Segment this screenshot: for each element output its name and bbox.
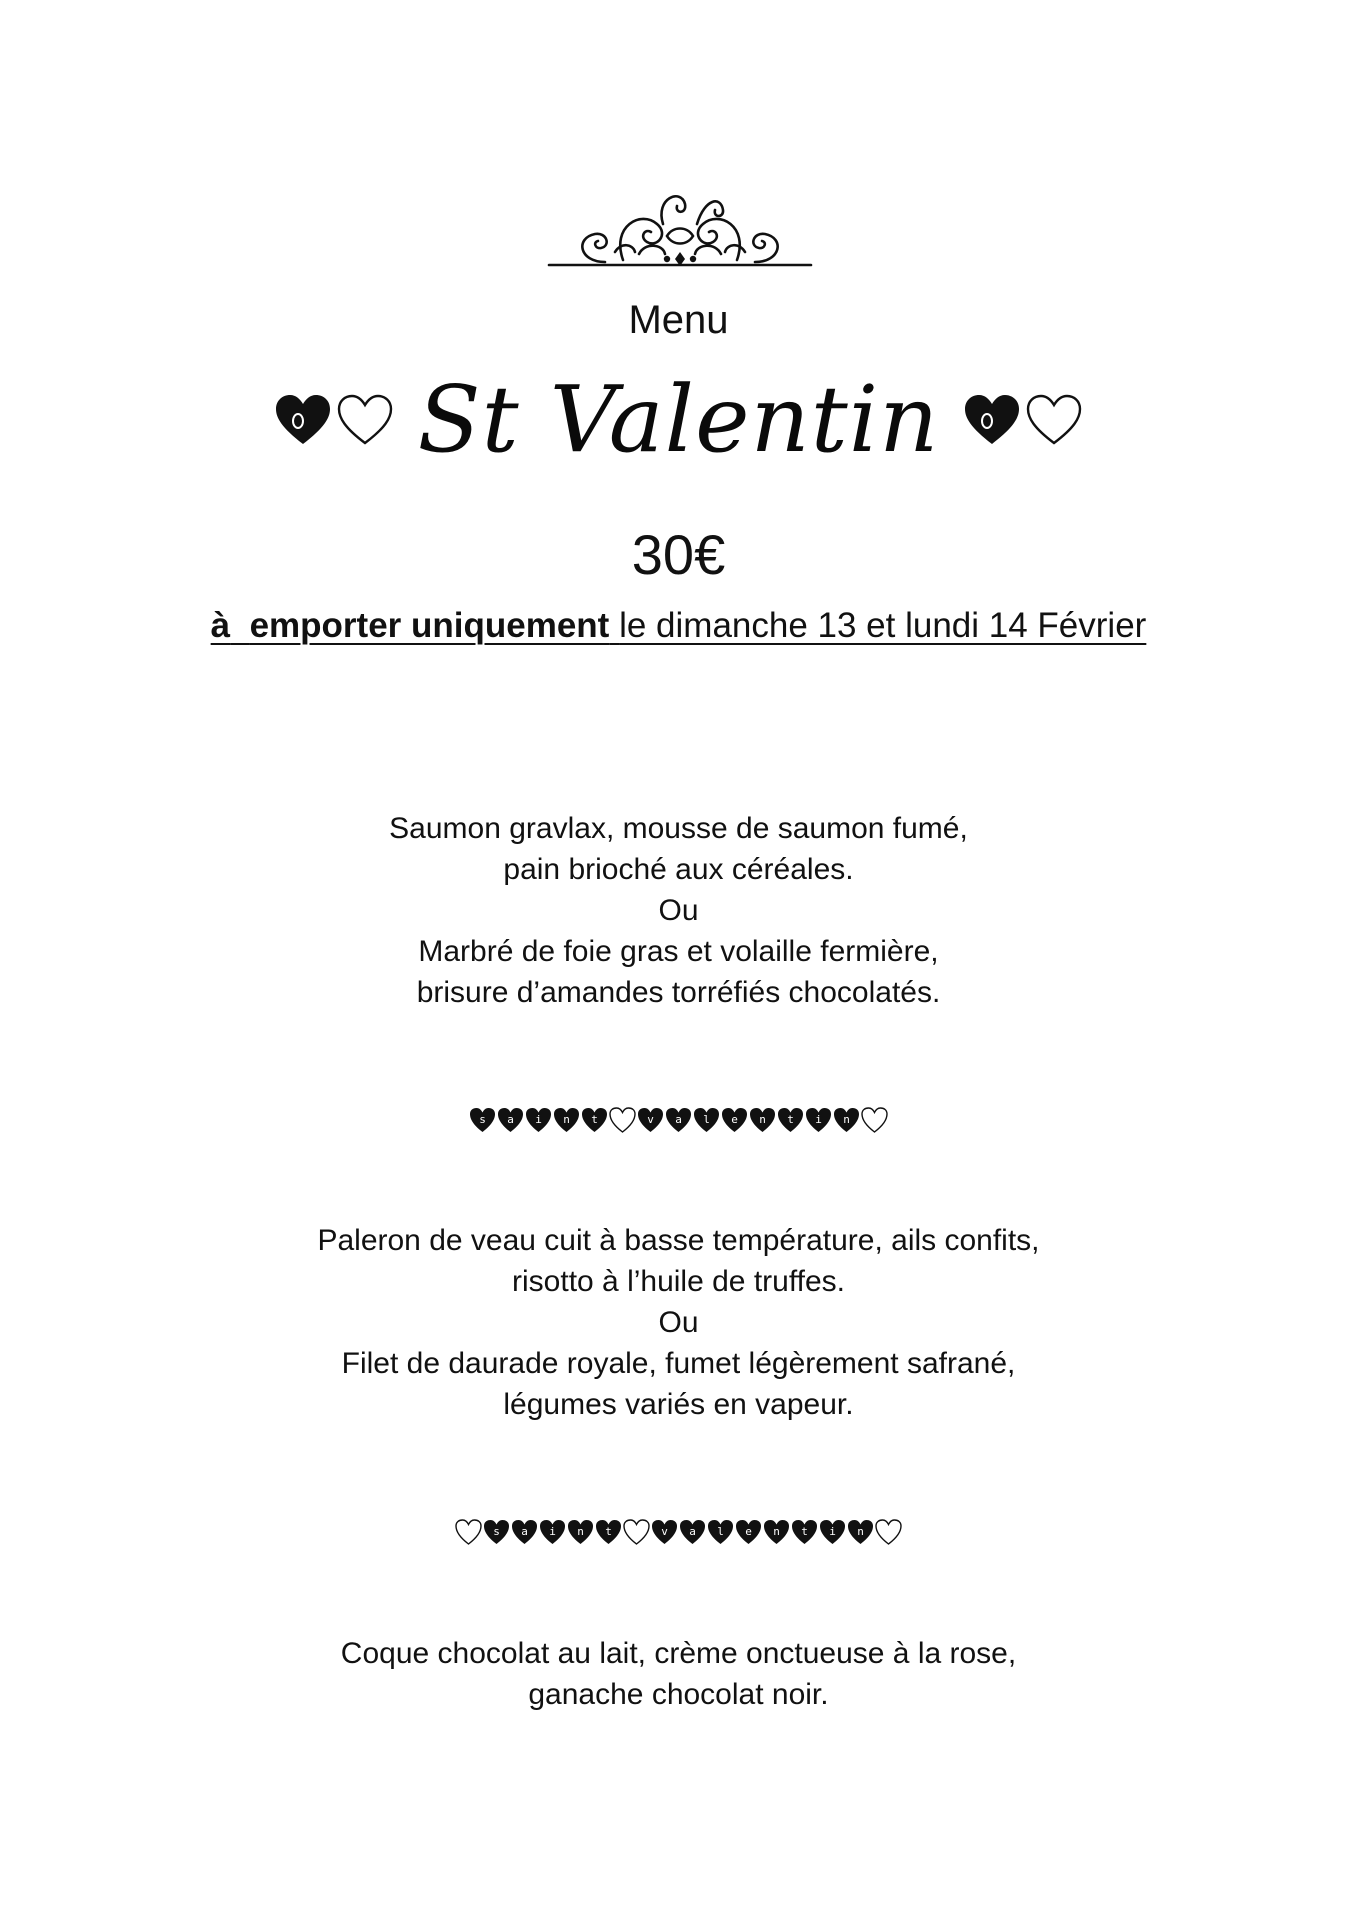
outline-heart-icon: [623, 1519, 650, 1546]
bead-letter: n: [577, 1524, 584, 1538]
course-line: risotto à l’huile de truffes.: [512, 1265, 845, 1298]
letter-heart-icon: [693, 1107, 720, 1134]
bead-letter: i: [815, 1112, 822, 1126]
takeaway-notice-a: à: [210, 606, 231, 645]
letter-heart-icon: [483, 1519, 510, 1546]
filled-heart-icon: [963, 394, 1021, 446]
course-line: pain brioché aux céréales.: [503, 853, 854, 886]
letter-heart-icon: [805, 1107, 832, 1134]
letter-heart-icon: [707, 1519, 734, 1546]
letter-heart-icon: [735, 1519, 762, 1546]
bead-letter: a: [689, 1524, 696, 1538]
bead-letter: e: [745, 1524, 752, 1538]
bead-letter: n: [563, 1112, 570, 1126]
letter-heart-icon: [539, 1519, 566, 1546]
menu-label: Menu: [628, 298, 729, 342]
outline-heart-icon: [609, 1107, 636, 1134]
takeaway-notice-dates: le dimanche 13 et lundi 14 Février: [619, 606, 1147, 645]
menu-title: St Valentin: [417, 366, 940, 473]
letter-heart-icon: [721, 1107, 748, 1134]
bead-letter: a: [521, 1524, 528, 1538]
bead-letter: l: [717, 1524, 724, 1538]
letter-heart-icon: [665, 1107, 692, 1134]
bead-letter: e: [731, 1112, 738, 1126]
outline-heart-icon: [1025, 394, 1083, 446]
title-hearts-right: [963, 394, 1083, 446]
course-line: Marbré de foie gras et volaille fermière,: [418, 935, 939, 968]
outline-heart-icon: [861, 1107, 888, 1134]
takeaway-notice-emphasis: emporter uniquement: [249, 606, 610, 645]
course-line: Paleron de veau cuit à basse température, ails confits,: [317, 1224, 1040, 1257]
letter-heart-icon: [819, 1519, 846, 1546]
bead-letter: v: [647, 1112, 654, 1126]
course-line: Ou: [658, 1306, 699, 1339]
bead-letter: t: [591, 1112, 598, 1126]
heart-divider: [0, 1105, 1357, 1135]
bead-letter: n: [843, 1112, 850, 1126]
bead-letter: a: [675, 1112, 682, 1126]
title-row: [0, 360, 1357, 480]
bead-letter: i: [829, 1524, 836, 1538]
letter-heart-icon: [581, 1107, 608, 1134]
bead-letter: i: [549, 1524, 556, 1538]
filled-heart-icon: [274, 394, 332, 446]
letter-heart-icon: [833, 1107, 860, 1134]
course-line: légumes variés en vapeur.: [503, 1388, 854, 1421]
letter-heart-icon: [777, 1107, 804, 1134]
bead-letter: n: [773, 1524, 780, 1538]
bead-letter: t: [787, 1112, 794, 1126]
letter-heart-icon: [651, 1519, 678, 1546]
bead-letter: a: [507, 1112, 514, 1126]
course-line: brisure d’amandes torréfiés chocolatés.: [416, 976, 941, 1009]
outline-heart-icon: [875, 1519, 902, 1546]
course-line: ganache chocolat noir.: [528, 1678, 829, 1711]
letter-heart-icon: [595, 1519, 622, 1546]
bead-letter: v: [661, 1524, 668, 1538]
letter-heart-icon: [497, 1107, 524, 1134]
letter-heart-icon: [763, 1519, 790, 1546]
letter-heart-icon: [525, 1107, 552, 1134]
bead-letter: t: [801, 1524, 808, 1538]
course-line: Coque chocolat au lait, crème onctueuse à la rose,: [340, 1637, 1017, 1670]
heart-divider: [0, 1517, 1357, 1547]
outline-heart-icon: [455, 1519, 482, 1546]
letter-heart-icon: [679, 1519, 706, 1546]
course-line: Filet de daurade royale, fumet légèrement safrané,: [341, 1347, 1016, 1380]
starter-course: [0, 808, 1357, 1013]
outline-heart-icon: [336, 394, 394, 446]
letter-heart-icon: [511, 1519, 538, 1546]
menu-price: 30€: [631, 523, 726, 586]
bead-letter: n: [857, 1524, 864, 1538]
title-hearts-left: [274, 394, 394, 446]
course-line: Ou: [658, 894, 699, 927]
letter-heart-icon: [749, 1107, 776, 1134]
letter-heart-icon: [469, 1107, 496, 1134]
course-line: Saumon gravlax, mousse de saumon fumé,: [389, 812, 968, 845]
takeaway-notice: [0, 606, 1357, 646]
bead-letter: l: [703, 1112, 710, 1126]
dessert-course: [0, 1633, 1357, 1715]
bead-letter: i: [535, 1112, 542, 1126]
main-course: [0, 1220, 1357, 1425]
letter-heart-icon: [791, 1519, 818, 1546]
letter-heart-icon: [637, 1107, 664, 1134]
letter-heart-icon: [847, 1519, 874, 1546]
scroll-ornament-icon: [545, 182, 815, 277]
bead-letter: s: [493, 1524, 500, 1538]
bead-letter: s: [479, 1112, 486, 1126]
letter-heart-icon: [567, 1519, 594, 1546]
letter-heart-icon: [553, 1107, 580, 1134]
bead-letter: n: [759, 1112, 766, 1126]
bead-letter: t: [605, 1524, 612, 1538]
